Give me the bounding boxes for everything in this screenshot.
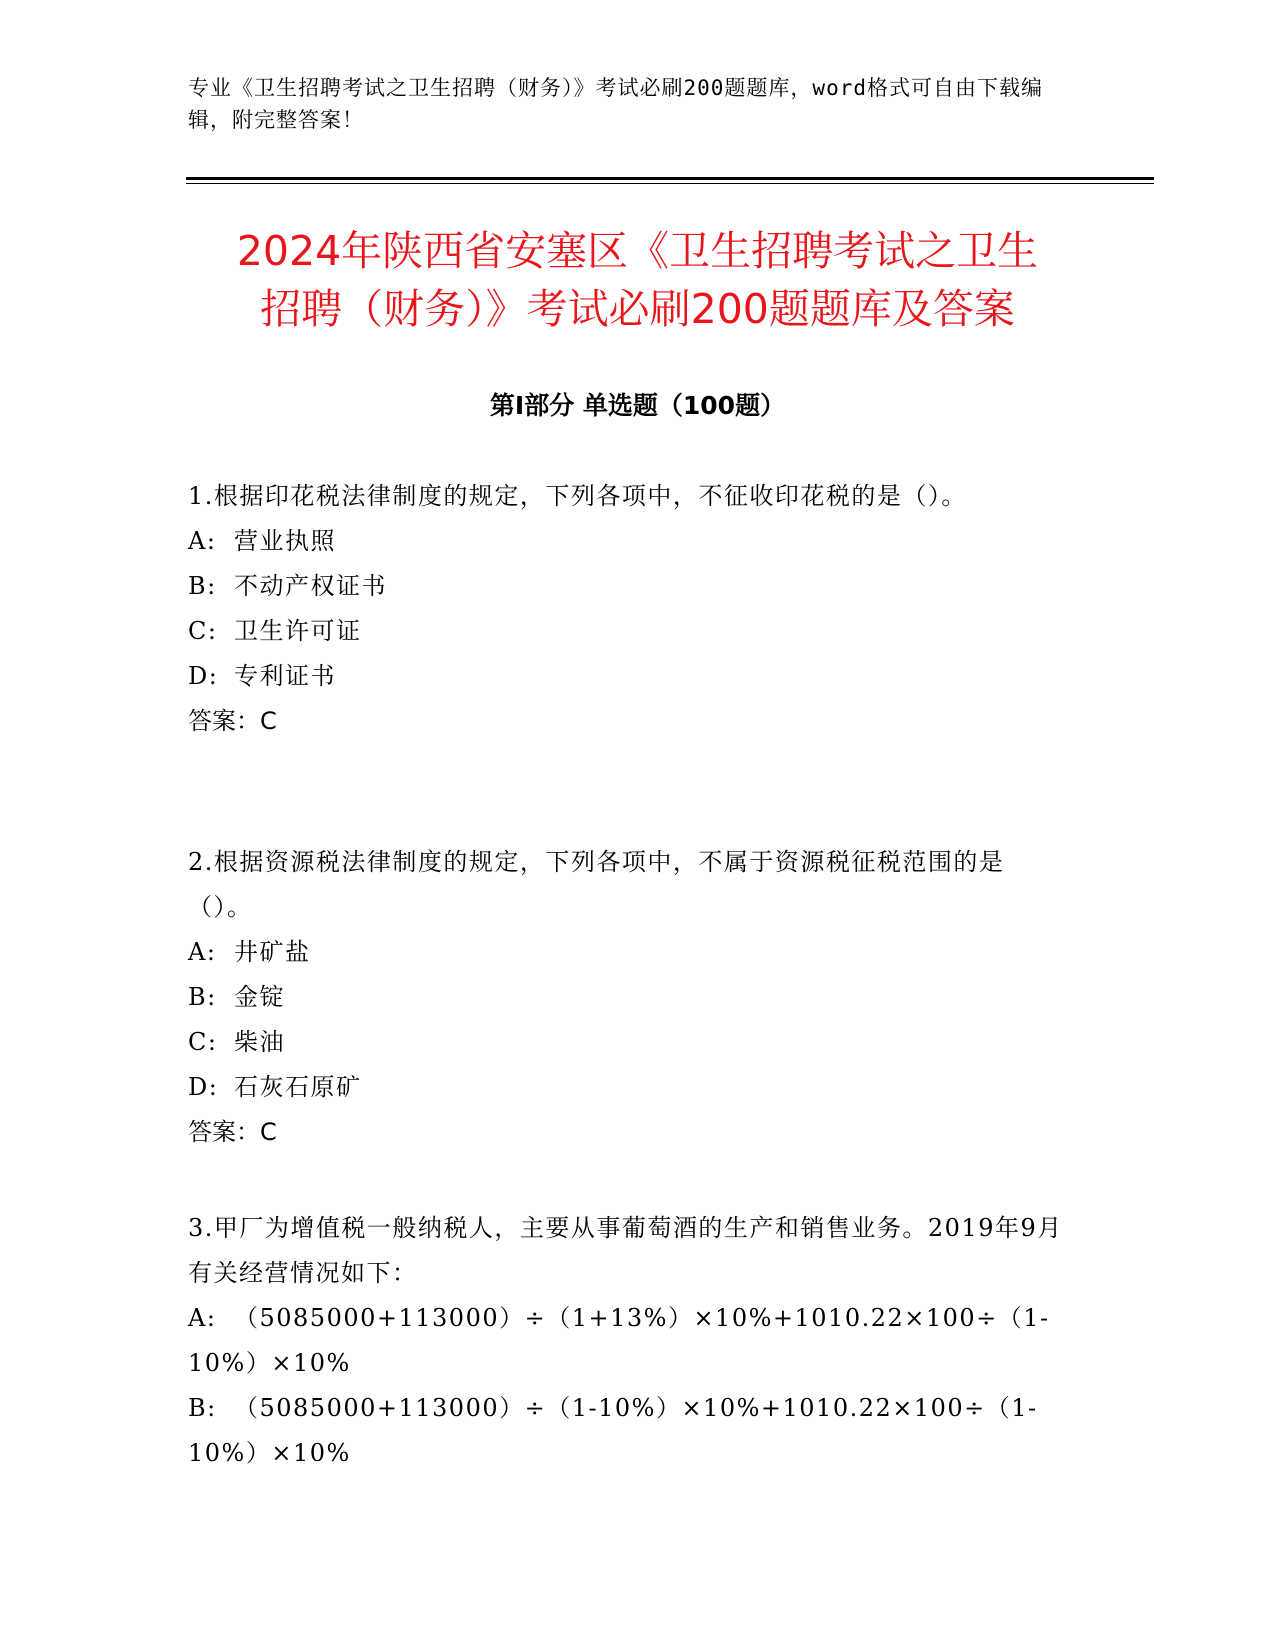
option-letter: A: — [188, 527, 217, 555]
option-letter: C: — [188, 1028, 218, 1056]
title-line-2: 招聘（财务）》考试必刷200题题库及答案 — [260, 285, 1015, 333]
option-letter: C: — [188, 617, 218, 645]
option-text: （5085000+113000）÷（1+13%）×10%+1010.22×100÷（1-10%）×10% — [188, 1304, 1050, 1377]
option-text: 专利证书 — [234, 662, 336, 690]
option-letter: D: — [188, 1073, 219, 1101]
option-text: 石灰石原矿 — [234, 1073, 362, 1101]
option-c — [188, 609, 1068, 654]
section-heading: 第I部分 单选题（100题） — [489, 391, 786, 420]
option-text: （5085000+113000）÷（1-10%）×10%+1010.22×100÷（1-10%）×10% — [188, 1394, 1038, 1467]
option-text: 营业执照 — [234, 527, 336, 555]
document-title — [150, 222, 1125, 338]
question-1 — [188, 474, 1068, 744]
question-3 — [188, 1206, 1068, 1476]
option-a — [188, 519, 1068, 564]
option-b — [188, 975, 1068, 1020]
option-d — [188, 654, 1068, 699]
option-letter: B: — [188, 983, 217, 1011]
option-text: 卫生许可证 — [234, 617, 362, 645]
header-rule-thin — [186, 183, 1154, 184]
title-line-1: 2024年陕西省安塞区《卫生招聘考试之卫生 — [236, 227, 1039, 275]
option-letter: A: — [188, 938, 217, 966]
option-b — [188, 1386, 1068, 1476]
question-2 — [188, 840, 1068, 1155]
option-c — [188, 1020, 1068, 1065]
option-text: 井矿盐 — [234, 938, 311, 966]
option-a — [188, 930, 1068, 975]
option-d — [188, 1065, 1068, 1110]
question-text: 3.甲厂为增值税一般纳税人，主要从事葡萄酒的生产和销售业务。2019年9月有关经营情况如下： — [188, 1214, 1063, 1287]
option-letter: B: — [188, 1394, 217, 1422]
header-rule-thick — [186, 177, 1154, 180]
question-text: 2.根据资源税法律制度的规定，下列各项中，不属于资源税征税范围的是（）。 — [188, 848, 1005, 921]
option-letter: D: — [188, 662, 219, 690]
option-text: 金锭 — [234, 983, 285, 1011]
answer: 答案：C — [188, 707, 277, 735]
answer: 答案：C — [188, 1118, 277, 1146]
option-a — [188, 1296, 1068, 1386]
option-b — [188, 564, 1068, 609]
option-letter: A: — [188, 1304, 217, 1332]
option-text: 柴油 — [234, 1028, 285, 1056]
header-note: 专业《卫生招聘考试之卫生招聘（财务）》考试必刷200题题库，word格式可自由下载编辑，附完整答案！ — [188, 76, 1043, 132]
question-text: 1.根据印花税法律制度的规定，下列各项中，不征收印花税的是（）。 — [188, 482, 967, 510]
option-letter: B: — [188, 572, 217, 600]
option-text: 不动产权证书 — [234, 572, 387, 600]
